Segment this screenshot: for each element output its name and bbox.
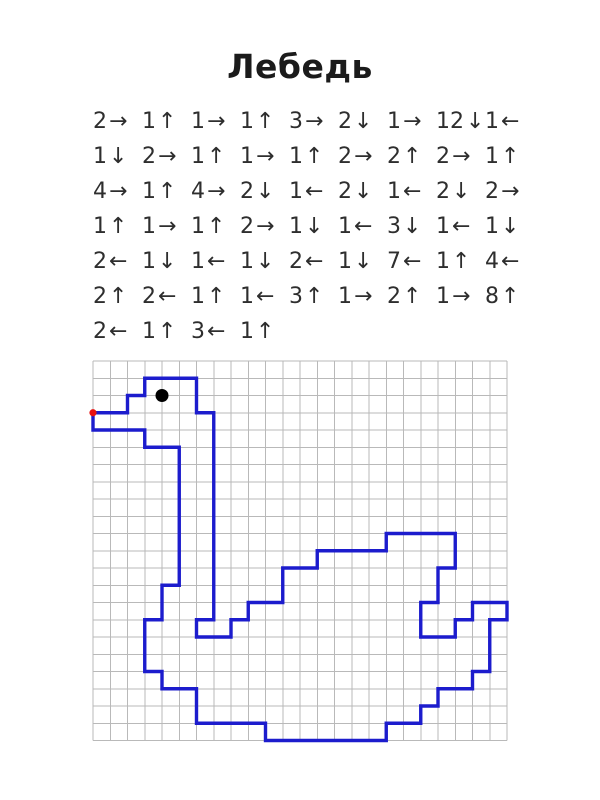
- dictation-step: 2→: [142, 144, 177, 169]
- direction-arrow-icon: ↑: [305, 144, 324, 169]
- dictation-step: 8↑: [485, 284, 520, 309]
- dictation-step: 4←: [485, 249, 520, 274]
- direction-arrow-icon: ↑: [207, 144, 226, 169]
- direction-arrow-icon: ←: [452, 214, 471, 239]
- direction-arrow-icon: ←: [354, 214, 373, 239]
- direction-arrow-icon: ↓: [452, 179, 471, 204]
- dictation-step: 1↑: [240, 319, 275, 344]
- direction-arrow-icon: ↑: [403, 284, 422, 309]
- direction-arrow-icon: ↓: [256, 249, 275, 274]
- direction-arrow-icon: ↑: [305, 284, 324, 309]
- direction-arrow-icon: ↑: [158, 109, 177, 134]
- direction-arrow-icon: ↑: [207, 214, 226, 239]
- direction-arrow-icon: ↑: [256, 109, 275, 134]
- direction-arrow-icon: ↑: [109, 284, 128, 309]
- direction-arrow-icon: ↑: [501, 144, 520, 169]
- direction-arrow-icon: ←: [207, 249, 226, 274]
- dictation-step: 1→: [387, 109, 422, 134]
- dictation-step: 1←: [191, 249, 226, 274]
- dictation-step: 1←: [485, 109, 520, 134]
- dictation-step: 1↑: [191, 214, 226, 239]
- direction-arrow-icon: ↓: [158, 249, 177, 274]
- dictation-step: 1→: [191, 109, 226, 134]
- direction-arrow-icon: →: [158, 214, 177, 239]
- dictation-step: 1↓: [93, 144, 128, 169]
- direction-arrow-icon: ←: [501, 249, 520, 274]
- direction-arrow-icon: ←: [501, 109, 520, 134]
- dictation-step: 1←: [289, 179, 324, 204]
- direction-arrow-icon: →: [256, 214, 275, 239]
- direction-arrow-icon: ↑: [403, 144, 422, 169]
- dictation-step: 1↑: [485, 144, 520, 169]
- direction-arrow-icon: ↑: [501, 284, 520, 309]
- dictation-step: 4→: [93, 179, 128, 204]
- dictation-step: 2→: [240, 214, 275, 239]
- direction-arrow-icon: ←: [256, 284, 275, 309]
- direction-arrow-icon: ↓: [354, 179, 373, 204]
- direction-arrow-icon: ↓: [305, 214, 324, 239]
- direction-arrow-icon: ←: [109, 319, 128, 344]
- dictation-step: 2←: [93, 319, 128, 344]
- direction-arrow-icon: →: [354, 144, 373, 169]
- direction-arrow-icon: →: [403, 109, 422, 134]
- dictation-step: 1←: [387, 179, 422, 204]
- direction-arrow-icon: ↑: [109, 214, 128, 239]
- dictation-step: 1↑: [142, 179, 177, 204]
- dictation-step: 4→: [191, 179, 226, 204]
- direction-arrow-icon: ↑: [452, 249, 471, 274]
- dictation-step: 2↓: [240, 179, 275, 204]
- dictation-step: 2↑: [93, 284, 128, 309]
- dictation-step: 3→: [289, 109, 324, 134]
- direction-arrow-icon: →: [256, 144, 275, 169]
- direction-arrow-icon: ←: [207, 319, 226, 344]
- dictation-step: 1↑: [191, 144, 226, 169]
- direction-arrow-icon: ↑: [256, 319, 275, 344]
- dictation-step: 1↑: [93, 214, 128, 239]
- dictation-step: 1↓: [485, 214, 520, 239]
- direction-arrow-icon: ←: [305, 179, 324, 204]
- dictation-step: 1→: [240, 144, 275, 169]
- direction-arrow-icon: ↓: [354, 109, 373, 134]
- dictation-step: 1↑: [142, 109, 177, 134]
- dictation-step: 2↓: [436, 179, 471, 204]
- dictation-step: 1←: [240, 284, 275, 309]
- dictation-step: 1→: [436, 284, 471, 309]
- direction-arrow-icon: ↓: [109, 144, 128, 169]
- start-point-dot: [89, 409, 96, 416]
- dictation-step: 2→: [485, 179, 520, 204]
- dictation-step: 12↓: [436, 109, 485, 134]
- dictation-step: 2↑: [387, 284, 422, 309]
- direction-arrow-icon: →: [305, 109, 324, 134]
- direction-arrow-icon: →: [158, 144, 177, 169]
- direction-arrow-icon: →: [109, 109, 128, 134]
- dictation-step: 2↓: [338, 179, 373, 204]
- direction-arrow-icon: →: [207, 109, 226, 134]
- swan-eye-dot: [156, 389, 169, 402]
- dictation-step: 1↓: [240, 249, 275, 274]
- dictation-step: 3↓: [387, 214, 422, 239]
- direction-arrow-icon: ↓: [501, 214, 520, 239]
- direction-arrow-icon: ↓: [403, 214, 422, 239]
- dictation-step: 7←: [387, 249, 422, 274]
- direction-arrow-icon: →: [452, 284, 471, 309]
- dictation-step: 3←: [191, 319, 226, 344]
- direction-arrow-icon: ←: [158, 284, 177, 309]
- direction-arrow-icon: ←: [403, 249, 422, 274]
- dictation-step: 1→: [338, 284, 373, 309]
- dictation-step: 2→: [93, 109, 128, 134]
- dictation-step: 1↑: [436, 249, 471, 274]
- direction-arrow-icon: ←: [305, 249, 324, 274]
- dictation-step: 2←: [289, 249, 324, 274]
- dictation-step: 2↑: [387, 144, 422, 169]
- dictation-step: 1↑: [240, 109, 275, 134]
- worksheet-title: Лебедь: [227, 47, 373, 86]
- dictation-step: 1→: [142, 214, 177, 239]
- direction-arrow-icon: →: [354, 284, 373, 309]
- direction-arrow-icon: ↑: [158, 179, 177, 204]
- direction-arrow-icon: →: [207, 179, 226, 204]
- direction-arrow-icon: ↑: [207, 284, 226, 309]
- dictation-step: 2←: [93, 249, 128, 274]
- direction-arrow-icon: →: [501, 179, 520, 204]
- dictation-step: 1↑: [191, 284, 226, 309]
- dictation-step: 1←: [338, 214, 373, 239]
- dictation-step: 1↑: [289, 144, 324, 169]
- dictation-step: 2→: [338, 144, 373, 169]
- dictation-step: 3↑: [289, 284, 324, 309]
- dictation-step: 1↓: [142, 249, 177, 274]
- dictation-step: 2←: [142, 284, 177, 309]
- dictation-step: 1↑: [142, 319, 177, 344]
- direction-arrow-icon: →: [452, 144, 471, 169]
- direction-arrow-icon: ↑: [158, 319, 177, 344]
- direction-arrow-icon: ←: [403, 179, 422, 204]
- direction-arrow-icon: ↓: [354, 249, 373, 274]
- dictation-step: 2→: [436, 144, 471, 169]
- direction-arrow-icon: →: [109, 179, 128, 204]
- direction-arrow-icon: ↓: [466, 109, 485, 134]
- dictation-step: 1↓: [338, 249, 373, 274]
- direction-arrow-icon: ↓: [256, 179, 275, 204]
- dictation-step: 1↓: [289, 214, 324, 239]
- direction-arrow-icon: ←: [109, 249, 128, 274]
- grid-lines: [93, 361, 507, 741]
- dictation-step: 2↓: [338, 109, 373, 134]
- dictation-step: 1←: [436, 214, 471, 239]
